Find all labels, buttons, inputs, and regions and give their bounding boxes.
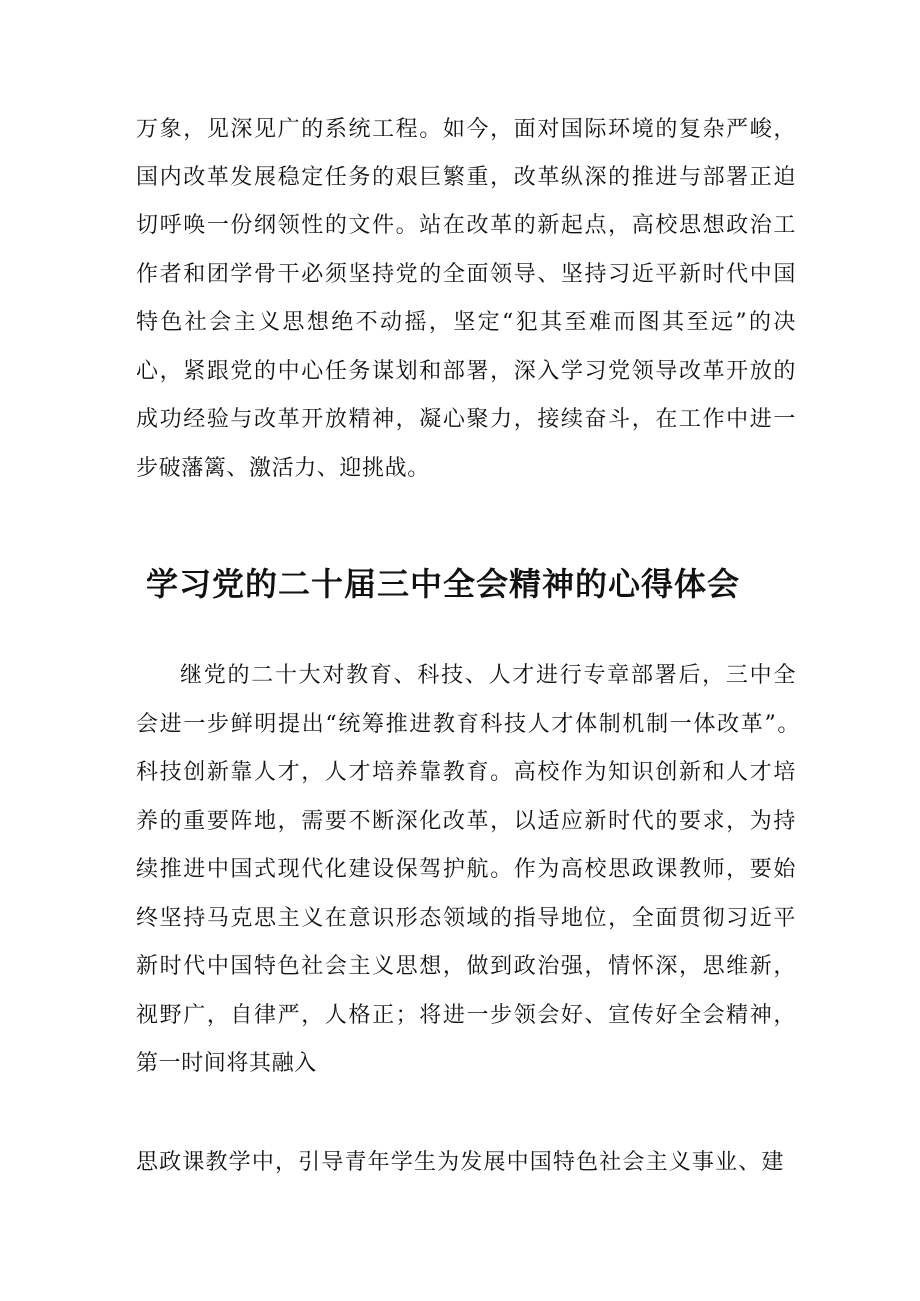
paragraph-line: 继党的二十大对教育、科技、人才进行专章部署后，三中全 (180, 663, 796, 688)
paragraph-line: 新时代中国特色社会主义思想，做到政治强，情怀深，思维新， (136, 954, 796, 979)
paragraph-line: 第一时间将其融入 (136, 1051, 317, 1076)
section-heading: 学习党的二十届三中全会精神的心得体会 (146, 565, 741, 603)
paragraph-line: 万象，见深见广的系统工程。如今，面对国际环境的复杂严峻， (136, 117, 796, 142)
paragraph-line: 思政课教学中，引导青年学生为发展中国特色社会主义事业、建 (136, 1150, 784, 1175)
paragraph-line: 切呼唤一份纲领性的文件。站在改革的新起点，高校思想政治工 (136, 213, 796, 238)
paragraph-line: 成功经验与改革开放精神，凝心聚力，接续奋斗，在工作中进一 (136, 407, 796, 432)
paragraph-line: 作者和团学骨干必须坚持党的全面领导、坚持习近平新时代中国 (136, 262, 796, 287)
paragraph-line: 国内改革发展稳定任务的艰巨繁重，改革纵深的推进与部署正迫 (136, 165, 796, 190)
paragraph-line: 续推进中国式现代化建设保驾护航。作为高校思政课教师，要始 (136, 857, 796, 882)
paragraph-line: 视野广，自律严，人格正；将进一步领会好、宣传好全会精神， (136, 1003, 796, 1028)
paragraph-line: 步破藩篱、激活力、迎挑战。 (136, 456, 430, 481)
paragraph-line: 科技创新靠人才，人才培养靠教育。高校作为知识创新和人才培 (136, 760, 796, 785)
paragraph-line: 终坚持马克思主义在意识形态领域的指导地位，全面贯彻习近平 (136, 906, 796, 931)
paragraph-line: 养的重要阵地，需要不断深化改革，以适应新时代的要求，为持 (136, 809, 796, 834)
paragraph-line: 会进一步鲜明提出“统筹推进教育科技人才体制机制一体改革”。 (136, 712, 800, 737)
paragraph-line: 心，紧跟党的中心任务谋划和部署，深入学习党领导改革开放的 (136, 359, 796, 384)
paragraph-line: 特色社会主义思想绝不动摇，坚定“犯其至难而图其至远”的决 (136, 310, 796, 335)
